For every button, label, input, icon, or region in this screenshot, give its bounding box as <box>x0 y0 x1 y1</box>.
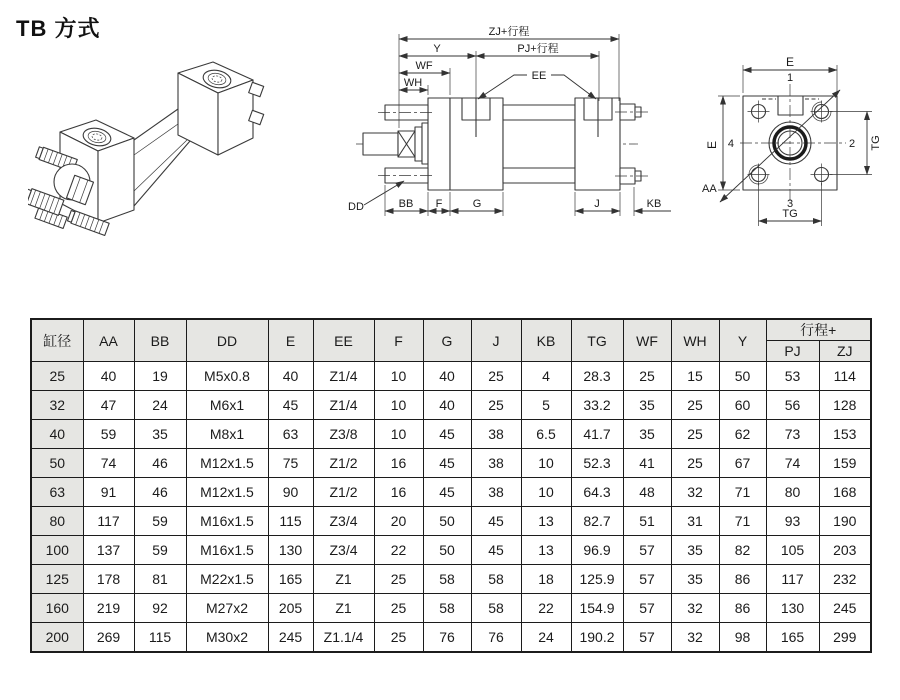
table-cell: M30x2 <box>186 623 268 653</box>
table-cell: 205 <box>268 594 313 623</box>
table-cell: 16 <box>374 449 423 478</box>
table-cell: 15 <box>671 362 719 391</box>
table-cell: 59 <box>134 536 186 565</box>
bore-cell: 125 <box>31 565 83 594</box>
col-header-e: E <box>268 319 313 362</box>
table-cell: 50 <box>423 507 471 536</box>
table-cell: M16x1.5 <box>186 507 268 536</box>
table-cell: 76 <box>423 623 471 653</box>
col-header-wh: WH <box>671 319 719 362</box>
table-cell: 114 <box>819 362 871 391</box>
table-cell: 47 <box>83 391 134 420</box>
table-cell: 10 <box>521 449 571 478</box>
table-cell: 10 <box>374 391 423 420</box>
table-cell: 40 <box>83 362 134 391</box>
table-cell: 4 <box>521 362 571 391</box>
table-cell: 245 <box>268 623 313 653</box>
table-cell: 153 <box>819 420 871 449</box>
port-number-4: 4 <box>727 138 734 150</box>
table-cell: 41 <box>623 449 671 478</box>
table-cell: 93 <box>766 507 819 536</box>
table-cell: Z1/2 <box>313 478 374 507</box>
table-cell: Z3/4 <box>313 507 374 536</box>
table-cell: Z1 <box>313 594 374 623</box>
table-row <box>31 362 871 391</box>
rear-cap <box>178 62 264 155</box>
table-row <box>31 594 871 623</box>
table-cell: 299 <box>819 623 871 653</box>
table-cell: 40 <box>268 362 313 391</box>
table-cell: 232 <box>819 565 871 594</box>
col-header-kb: KB <box>521 319 571 362</box>
table-cell: 74 <box>83 449 134 478</box>
table-cell: 59 <box>83 420 134 449</box>
table-cell: 57 <box>623 536 671 565</box>
table-cell: 62 <box>719 420 766 449</box>
table-cell: 90 <box>268 478 313 507</box>
dim-label-bb: BB <box>398 198 414 210</box>
table-cell: 130 <box>268 536 313 565</box>
table-cell: 86 <box>719 594 766 623</box>
table-cell: 59 <box>134 507 186 536</box>
table-cell: 190.2 <box>571 623 623 653</box>
table-cell: 10 <box>374 362 423 391</box>
col-header-pj: PJ <box>766 341 819 362</box>
dim-label-y: Y <box>433 43 441 55</box>
table-cell: 41.7 <box>571 420 623 449</box>
table-row <box>31 536 871 565</box>
piston-rod-side <box>363 123 428 164</box>
col-header-dd: DD <box>186 319 268 362</box>
table-cell: 20 <box>374 507 423 536</box>
table-cell: 22 <box>374 536 423 565</box>
table-cell: 18 <box>521 565 571 594</box>
table-row <box>31 478 871 507</box>
port-number-1: 1 <box>786 72 794 84</box>
side-view-drawing <box>338 15 673 230</box>
table-cell: 125.9 <box>571 565 623 594</box>
table-cell: 35 <box>671 536 719 565</box>
col-header-aa: AA <box>83 319 134 362</box>
table-cell: 76 <box>471 623 521 653</box>
table-cell: 219 <box>83 594 134 623</box>
table-cell: Z1/2 <box>313 449 374 478</box>
dim-label-kb: KB <box>646 198 662 210</box>
bore-cell: 160 <box>31 594 83 623</box>
dim-label-g: G <box>472 198 482 210</box>
rear-head <box>575 98 620 190</box>
table-cell: 60 <box>719 391 766 420</box>
table-cell: 82 <box>719 536 766 565</box>
table-row <box>31 507 871 536</box>
table-cell: 269 <box>83 623 134 653</box>
table-cell: 51 <box>623 507 671 536</box>
table-cell: 48 <box>623 478 671 507</box>
table-cell: 38 <box>471 449 521 478</box>
table-cell: 25 <box>471 362 521 391</box>
bore-cell: 50 <box>31 449 83 478</box>
table-cell: 52.3 <box>571 449 623 478</box>
table-cell: 40 <box>423 362 471 391</box>
table-cell: 46 <box>134 449 186 478</box>
table-cell: 25 <box>671 391 719 420</box>
table-cell: 35 <box>623 391 671 420</box>
table-cell: 63 <box>268 420 313 449</box>
table-cell: 80 <box>766 478 819 507</box>
table-cell: Z3/4 <box>313 536 374 565</box>
table-cell: 25 <box>671 449 719 478</box>
table-cell: 64.3 <box>571 478 623 507</box>
table-cell: 32 <box>671 594 719 623</box>
dim-label-dd: DD <box>348 201 364 213</box>
dim-label-pj: PJ+行程 <box>517 43 559 55</box>
table-cell: M8x1 <box>186 420 268 449</box>
table-cell: 130 <box>766 594 819 623</box>
table-cell: M27x2 <box>186 594 268 623</box>
table-cell: 38 <box>471 420 521 449</box>
table-cell: 71 <box>719 507 766 536</box>
table-cell: 50 <box>719 362 766 391</box>
table-cell: 25 <box>471 391 521 420</box>
table-cell: 245 <box>819 594 871 623</box>
table-cell: 13 <box>521 536 571 565</box>
table-cell: 45 <box>268 391 313 420</box>
table-cell: 35 <box>134 420 186 449</box>
table-cell: 24 <box>521 623 571 653</box>
table-cell: 45 <box>423 449 471 478</box>
table-row <box>31 449 871 478</box>
table-cell: 19 <box>134 362 186 391</box>
bore-cell: 32 <box>31 391 83 420</box>
table-cell: 28.3 <box>571 362 623 391</box>
table-cell: M6x1 <box>186 391 268 420</box>
col-header-wf: WF <box>623 319 671 362</box>
table-cell: 105 <box>766 536 819 565</box>
table-cell: 117 <box>83 507 134 536</box>
table-cell: 203 <box>819 536 871 565</box>
table-cell: 6.5 <box>521 420 571 449</box>
front-flange-and-head <box>428 98 503 190</box>
table-cell: 58 <box>471 594 521 623</box>
table-cell: Z1/4 <box>313 391 374 420</box>
port-number-2: 2 <box>849 138 856 150</box>
table-cell: Z1 <box>313 565 374 594</box>
table-cell: 57 <box>623 565 671 594</box>
table-cell: 16 <box>374 478 423 507</box>
col-header-y: Y <box>719 319 766 362</box>
bore-cell: 25 <box>31 362 83 391</box>
page-title: TB 方式 <box>16 16 101 41</box>
table-cell: 25 <box>374 565 423 594</box>
col-header-g: G <box>423 319 471 362</box>
table-cell: 178 <box>83 565 134 594</box>
table-cell: Z1.1/4 <box>313 623 374 653</box>
table-cell: 22 <box>521 594 571 623</box>
col-header-zj: ZJ <box>819 341 871 362</box>
table-cell: 32 <box>671 478 719 507</box>
table-cell: 165 <box>766 623 819 653</box>
col-header-ee: EE <box>313 319 374 362</box>
table-cell: 86 <box>719 565 766 594</box>
table-cell: 117 <box>766 565 819 594</box>
table-cell: 50 <box>423 536 471 565</box>
cylinder-tube-side <box>503 105 575 183</box>
dim-label-wh: WH <box>403 77 423 89</box>
table-cell: 45 <box>471 536 521 565</box>
bore-cell: 200 <box>31 623 83 653</box>
table-cell: 13 <box>521 507 571 536</box>
table-cell: 159 <box>819 449 871 478</box>
table-cell: M12x1.5 <box>186 449 268 478</box>
dimensions-table-body <box>31 362 871 653</box>
dim-label-zj: ZJ+行程 <box>488 26 530 38</box>
col-header-bore: 缸径 <box>31 319 83 362</box>
table-cell: 115 <box>134 623 186 653</box>
table-cell: 96.9 <box>571 536 623 565</box>
table-cell: 24 <box>134 391 186 420</box>
dim-label-e-top: E <box>785 55 795 69</box>
table-cell: 45 <box>471 507 521 536</box>
table-cell: 25 <box>374 623 423 653</box>
col-header-j: J <box>471 319 521 362</box>
table-cell: 92 <box>134 594 186 623</box>
table-cell: M5x0.8 <box>186 362 268 391</box>
col-header-stroke: 行程+ <box>766 319 871 341</box>
bore-cell: 80 <box>31 507 83 536</box>
bore-cell: 40 <box>31 420 83 449</box>
table-cell: 81 <box>134 565 186 594</box>
table-cell: 46 <box>134 478 186 507</box>
table-row <box>31 623 871 653</box>
table-cell: 128 <box>819 391 871 420</box>
table-cell: 57 <box>623 594 671 623</box>
isometric-cylinder-drawing <box>28 60 328 285</box>
dimensions-table <box>30 318 872 653</box>
table-cell: 190 <box>819 507 871 536</box>
table-cell: 5 <box>521 391 571 420</box>
table-cell: 137 <box>83 536 134 565</box>
table-cell: M16x1.5 <box>186 536 268 565</box>
table-cell: 25 <box>374 594 423 623</box>
table-row <box>31 420 871 449</box>
col-header-bb: BB <box>134 319 186 362</box>
table-cell: 154.9 <box>571 594 623 623</box>
table-cell: 33.2 <box>571 391 623 420</box>
table-cell: 168 <box>819 478 871 507</box>
col-header-tg: TG <box>571 319 623 362</box>
table-cell: 74 <box>766 449 819 478</box>
table-cell: 38 <box>471 478 521 507</box>
dim-label-ee: EE <box>531 70 547 82</box>
table-cell: 75 <box>268 449 313 478</box>
table-cell: 82.7 <box>571 507 623 536</box>
bore-cell: 100 <box>31 536 83 565</box>
dim-label-tg-bottom: TG <box>782 208 798 220</box>
dim-label-e-left: E <box>705 140 719 150</box>
table-cell: 45 <box>423 420 471 449</box>
col-header-f: F <box>374 319 423 362</box>
table-cell: 10 <box>374 420 423 449</box>
table-cell: 58 <box>423 594 471 623</box>
table-cell: 35 <box>623 420 671 449</box>
dim-label-j: J <box>594 198 600 210</box>
table-cell: 45 <box>423 478 471 507</box>
table-cell: 115 <box>268 507 313 536</box>
table-cell: 58 <box>471 565 521 594</box>
table-cell: 73 <box>766 420 819 449</box>
dim-label-f: F <box>435 198 443 210</box>
end-view-drawing <box>690 28 895 246</box>
port-number-3: 3 <box>786 198 794 210</box>
table-cell: Z1/4 <box>313 362 374 391</box>
dim-label-tg-right: TG <box>870 135 882 151</box>
table-cell: Z3/8 <box>313 420 374 449</box>
table-cell: 53 <box>766 362 819 391</box>
table-cell: 56 <box>766 391 819 420</box>
dim-label-aa: AA <box>702 183 717 195</box>
table-cell: 25 <box>671 420 719 449</box>
table-cell: 32 <box>671 623 719 653</box>
table-cell: 165 <box>268 565 313 594</box>
table-cell: 25 <box>623 362 671 391</box>
table-cell: 71 <box>719 478 766 507</box>
bore-cell: 63 <box>31 478 83 507</box>
table-cell: M22x1.5 <box>186 565 268 594</box>
table-cell: 58 <box>423 565 471 594</box>
table-row <box>31 565 871 594</box>
table-cell: 91 <box>83 478 134 507</box>
table-row <box>31 391 871 420</box>
table-cell: M12x1.5 <box>186 478 268 507</box>
table-cell: 31 <box>671 507 719 536</box>
table-cell: 35 <box>671 565 719 594</box>
dim-label-wf: WF <box>415 60 433 72</box>
table-header <box>31 319 871 362</box>
table-cell: 67 <box>719 449 766 478</box>
table-cell: 40 <box>423 391 471 420</box>
table-cell: 98 <box>719 623 766 653</box>
table-cell: 57 <box>623 623 671 653</box>
table-cell: 10 <box>521 478 571 507</box>
